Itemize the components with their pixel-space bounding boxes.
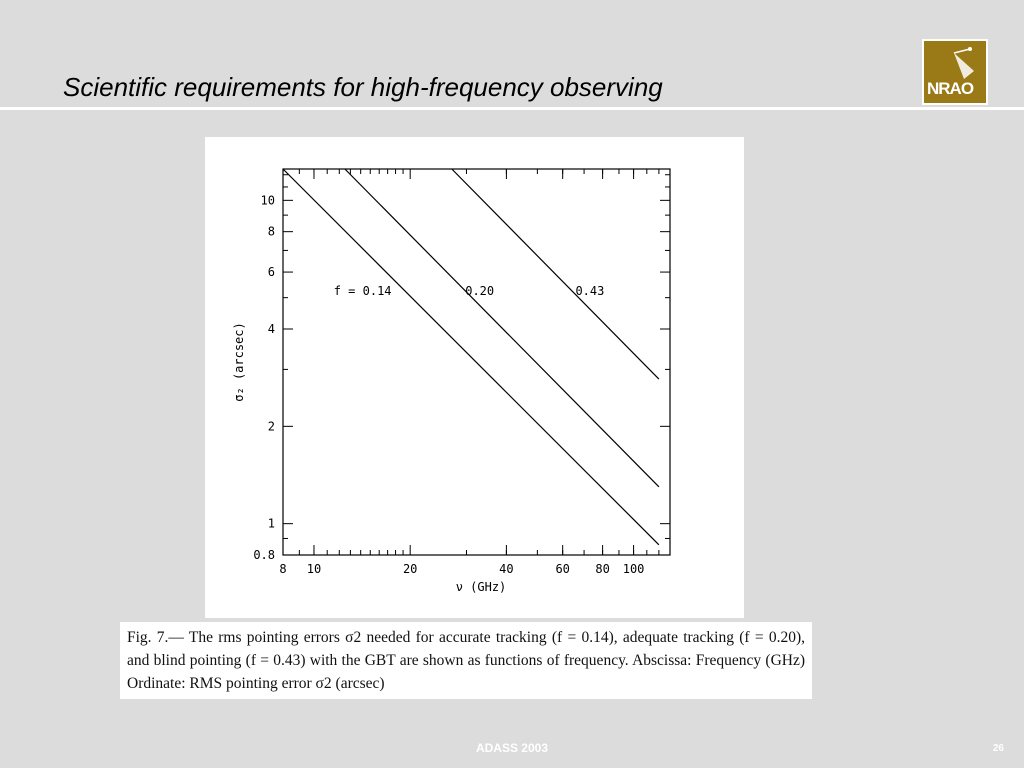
title-divider — [0, 107, 1024, 110]
y-tick-label: 8 — [267, 224, 275, 239]
y-tick-label: 1 — [267, 516, 275, 531]
series-line — [283, 169, 659, 545]
y-tick-label: 6 — [267, 265, 275, 280]
series-label: 0.20 — [465, 283, 495, 298]
nrao-logo-mark — [924, 41, 986, 103]
series-label: f = 0.14 — [333, 283, 392, 298]
x-tick-label: 10 — [306, 562, 322, 576]
x-axis-label: ν (GHz) — [455, 580, 507, 594]
y-tick-label: 0.8 — [253, 548, 275, 562]
slide-title: Scientific requirements for high-frequency observing — [63, 72, 663, 102]
nrao-logo — [922, 39, 988, 105]
figure-panel — [205, 137, 744, 618]
y-tick-label: 4 — [267, 322, 275, 337]
series-label: 0.43 — [575, 283, 605, 298]
x-tick-label: 8 — [279, 562, 287, 576]
figure-caption: Fig. 7.— The rms pointing errors σ2 needed for accurate tracking (f = 0.14), adequate tracking (f = 0.20), and blind pointing (f = 0.43) with the GBT are shown as functions of frequency. Abscissa: Frequency (GHz) Ordinate: RMS pointing error σ2 (arcsec) — [120, 622, 812, 699]
y-axis-label: σ₂ (arcsec) — [232, 322, 246, 402]
footer-conference: ADASS 2003 — [475, 741, 549, 755]
y-tick-label: 10 — [260, 193, 275, 208]
page-number: 26 — [992, 743, 1004, 754]
series-line — [452, 169, 659, 379]
x-tick-label: 80 — [595, 562, 610, 576]
pointing-error-chart — [205, 137, 744, 618]
series-line — [345, 169, 659, 487]
x-tick-label: 20 — [402, 562, 418, 576]
x-tick-label: 60 — [555, 562, 570, 576]
y-tick-label: 2 — [267, 419, 275, 434]
x-tick-label: 40 — [499, 562, 514, 576]
logo-text: NRAO — [927, 79, 974, 98]
x-tick-label: 100 — [622, 562, 645, 576]
